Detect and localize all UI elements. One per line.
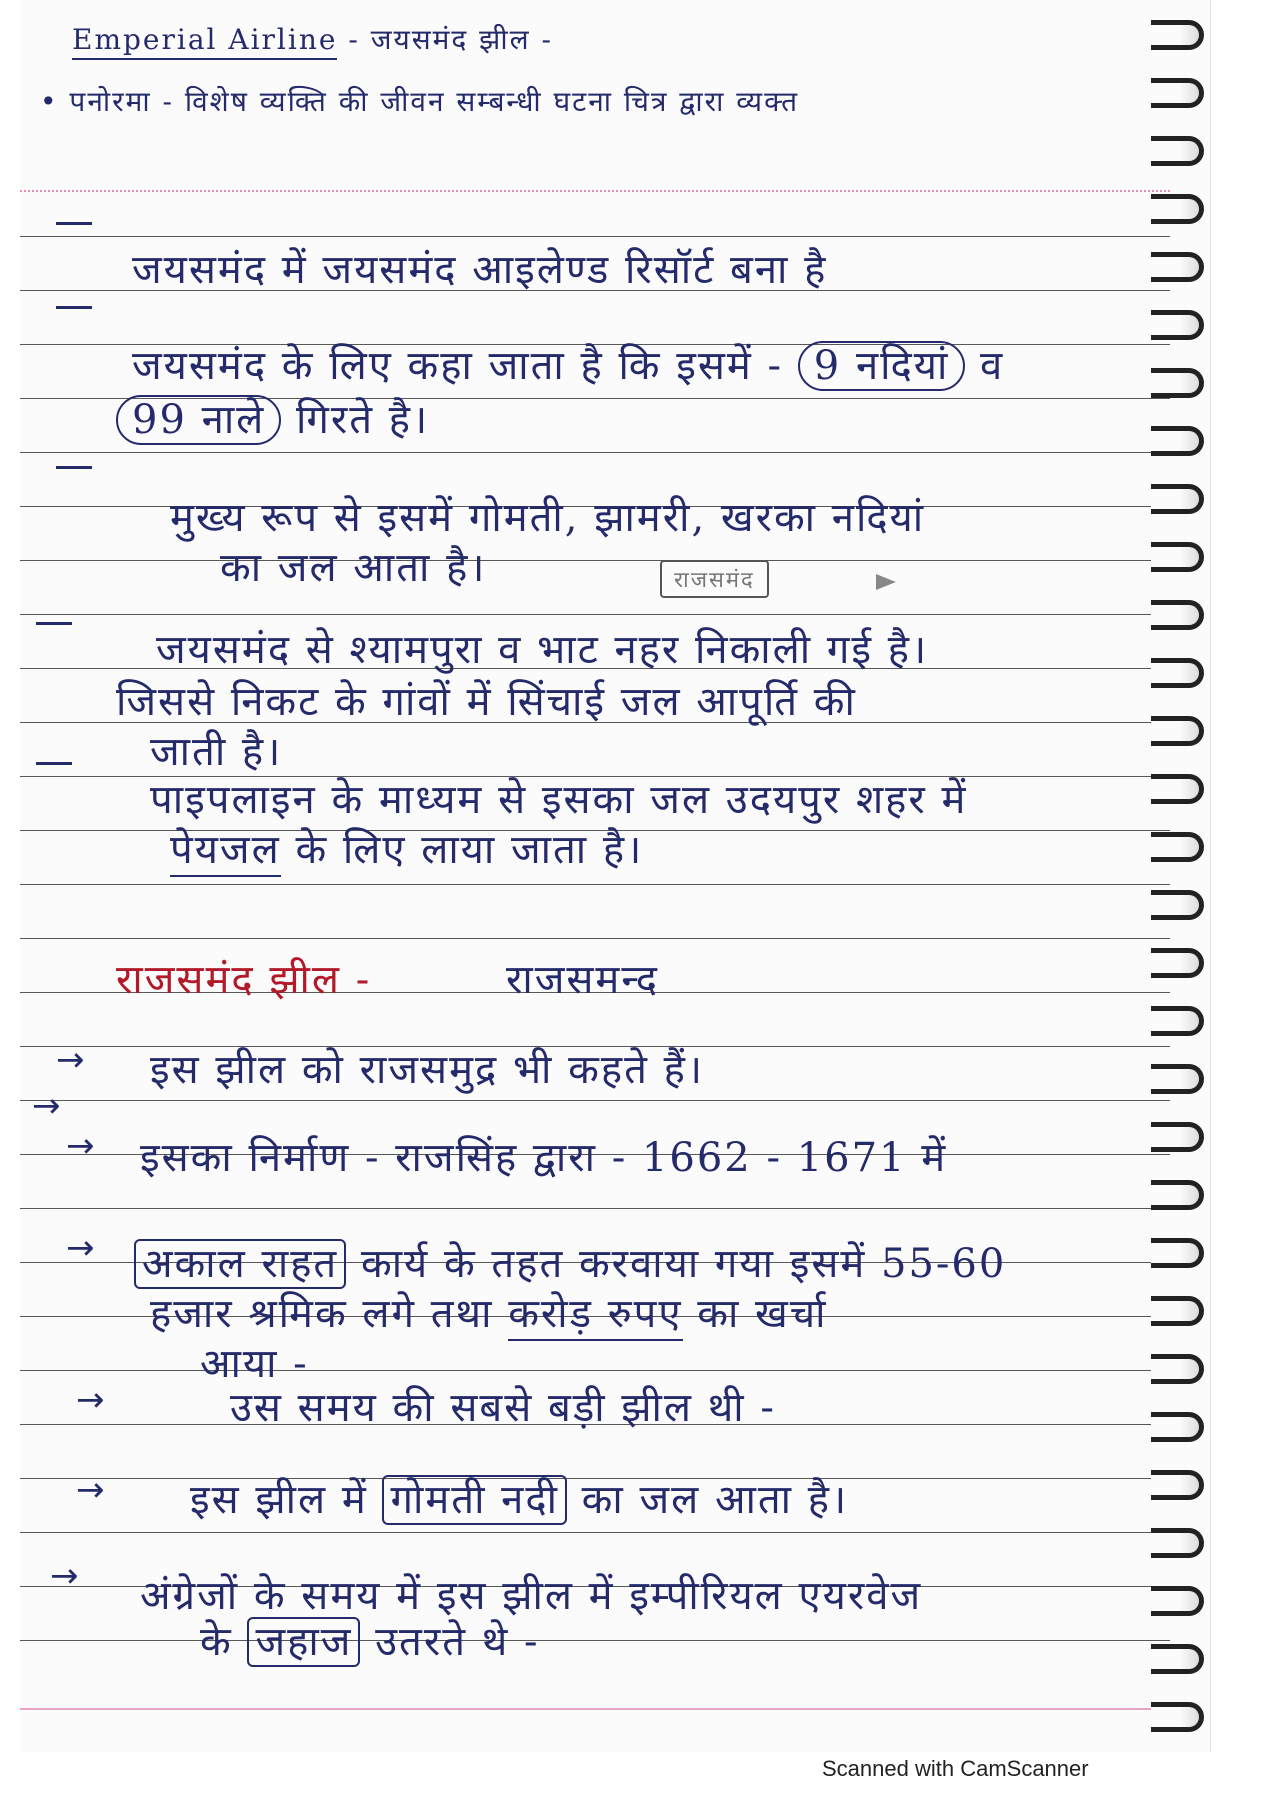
spiral-coil — [1151, 1586, 1204, 1616]
arrow-icon: → — [76, 1470, 105, 1510]
arrow-icon: → — [76, 1380, 105, 1420]
ruled-line — [20, 1532, 1170, 1533]
spiral-coil — [1151, 484, 1204, 514]
spiral-coil — [1151, 194, 1204, 224]
expense-text: का खर्चा — [697, 1291, 828, 1337]
spiral-coil — [1151, 1528, 1204, 1558]
landed-text: उतरते थे - — [375, 1619, 540, 1665]
jaisamand-streams-line — [116, 390, 429, 445]
spiral-coil — [1151, 542, 1204, 572]
jaisamand-rivers-intro: जयसमंद के लिए कहा जाता है कि इसमें - — [132, 343, 784, 389]
fall-in-text: गिरते है। — [296, 397, 430, 443]
jaisamand-rivers-line — [132, 336, 1004, 391]
spiral-coil — [1151, 1064, 1204, 1094]
spiral-coil — [1151, 1122, 1204, 1152]
page-margin-line-top — [20, 190, 1170, 192]
famine-relief-rest: कार्य के तहत करवाया गया इसमें 55-60 — [360, 1241, 1007, 1287]
famine-relief-boxed: अकाल राहत — [134, 1239, 346, 1289]
arrow-icon: → — [66, 1228, 95, 1268]
spiral-coil — [1151, 948, 1204, 978]
spiral-coil — [1151, 252, 1204, 282]
spiral-binding — [1140, 0, 1210, 1750]
rajsamand-district: राजसमन्द — [505, 957, 659, 1003]
scanner-watermark: Scanned with CamScanner — [822, 1756, 1089, 1781]
bullet-dash — [56, 222, 92, 225]
jaisamand-resort-line: जयसमंद में जयसमंद आइलेण्ड रिसॉर्ट बना है — [132, 247, 828, 293]
rajsamand-heading: राजसमंद झील - — [116, 957, 372, 1003]
arrow-icon: → — [32, 1086, 61, 1126]
irrigation-line-end: जाती है। — [150, 729, 283, 775]
ruled-line — [20, 614, 1170, 615]
workers-line — [150, 1284, 828, 1339]
arrow-icon: → — [56, 1040, 85, 1080]
bullet-dash — [36, 762, 72, 765]
spiral-coil — [1151, 1296, 1204, 1326]
workers-text: हजार श्रमिक लगे तथा — [150, 1291, 494, 1337]
ruled-line — [20, 1100, 1170, 1101]
spiral-coil — [1151, 716, 1204, 746]
drinking-water-underlined: पेयजल — [170, 827, 281, 877]
conjunction-and: व — [980, 343, 1005, 389]
spiral-coil — [1151, 600, 1204, 630]
spiral-coil — [1151, 1354, 1204, 1384]
biggest-lake-line: उस समय की सबसे बड़ी झील थी - — [230, 1385, 776, 1431]
ninety-nine-streams-circled: 99 नाले — [116, 395, 281, 445]
arrow-icon: → — [50, 1556, 79, 1596]
panorama-note — [40, 82, 799, 120]
ruled-line — [20, 1208, 1170, 1209]
construction-line: इसका निर्माण - राजसिंह द्वारा - 1662 - 1671 में — [140, 1135, 948, 1181]
spiral-coil — [1151, 78, 1204, 108]
ruled-line — [20, 1640, 1170, 1641]
british-era-line: अंग्रेजों के समय में इस झील में इम्पीरियल एयरवेज — [140, 1573, 923, 1619]
spiral-coil — [1151, 1644, 1204, 1674]
rajsamudra-line: इस झील को राजसमुद्र भी कहते हैं। — [150, 1047, 705, 1093]
spiral-coil — [1151, 1180, 1204, 1210]
bullet-dash — [56, 466, 92, 469]
header-line — [72, 20, 553, 58]
boxed-margin-note: राजसमंद — [660, 560, 769, 598]
ships-landed-line — [200, 1612, 540, 1667]
main-rivers-line: मुख्य रूप से इसमें गोमती, झामरी, खरका नदियां — [170, 495, 926, 541]
drinking-water-line — [170, 820, 643, 875]
notebook-page — [20, 0, 1211, 1752]
spiral-coil — [1151, 658, 1204, 688]
title-hindi: - जयसमंद झील - — [348, 23, 553, 56]
gomti-rest: का जल आता है। — [581, 1477, 849, 1523]
ship-boxed: जहाज — [247, 1617, 360, 1667]
spiral-coil — [1151, 20, 1204, 50]
spiral-coil — [1151, 1702, 1204, 1732]
drinking-water-rest: के लिए लाया जाता है। — [295, 827, 644, 873]
gomti-river-boxed: गोमती नदी — [382, 1475, 566, 1525]
ke-text: के — [200, 1619, 233, 1665]
spiral-coil — [1151, 774, 1204, 804]
crore-rupees-underlined: करोड़ रुपए — [508, 1291, 682, 1341]
spiral-coil — [1151, 368, 1204, 398]
spiral-coil — [1151, 1412, 1204, 1442]
came-line: आया - — [200, 1341, 309, 1387]
bullet-dash — [36, 622, 72, 625]
pointer-arrow-icon — [876, 574, 896, 590]
gomti-line — [190, 1470, 848, 1525]
spiral-coil — [1151, 832, 1204, 862]
nine-rivers-circled: 9 नदियां — [798, 341, 966, 391]
ruled-line — [20, 560, 1170, 561]
bullet-dash — [56, 306, 92, 309]
arrow-icon: → — [66, 1126, 95, 1166]
irrigation-line: जिससे निकट के गांवों में सिंचाई जल आपूर्ति की — [116, 679, 857, 725]
pipeline-line: पाइपलाइन के माध्यम से इसका जल उदयपुर शहर में — [150, 777, 968, 823]
spiral-coil — [1151, 310, 1204, 340]
spiral-coil — [1151, 136, 1204, 166]
spiral-coil — [1151, 890, 1204, 920]
famine-relief-line — [134, 1234, 1006, 1289]
ruled-line — [20, 938, 1170, 939]
spiral-coil — [1151, 1006, 1204, 1036]
spiral-coil — [1151, 426, 1204, 456]
ruled-line — [20, 236, 1170, 237]
gomti-intro: इस झील में — [190, 1477, 368, 1523]
panorama-definition: - विशेष व्यक्ति की जीवन सम्बन्धी घटना चित्र द्वारा व्यक्त — [162, 85, 800, 118]
panorama-label: पनोरमा — [69, 85, 152, 118]
rajsamand-heading-line — [116, 950, 659, 1005]
spiral-coil — [1151, 1470, 1204, 1500]
page-margin-line-bottom — [20, 1708, 1170, 1710]
water-comes-line: का जल आता है। — [220, 545, 487, 591]
ruled-line — [20, 1370, 1170, 1371]
spiral-coil — [1151, 1238, 1204, 1268]
title-english: Emperial Airline — [72, 23, 337, 60]
ruled-line — [20, 884, 1170, 885]
bullet-dot: • — [40, 85, 59, 118]
canal-line: जयसमंद से श्यामपुरा व भाट नहर निकाली गई है। — [156, 627, 929, 673]
ruled-line — [20, 452, 1170, 453]
